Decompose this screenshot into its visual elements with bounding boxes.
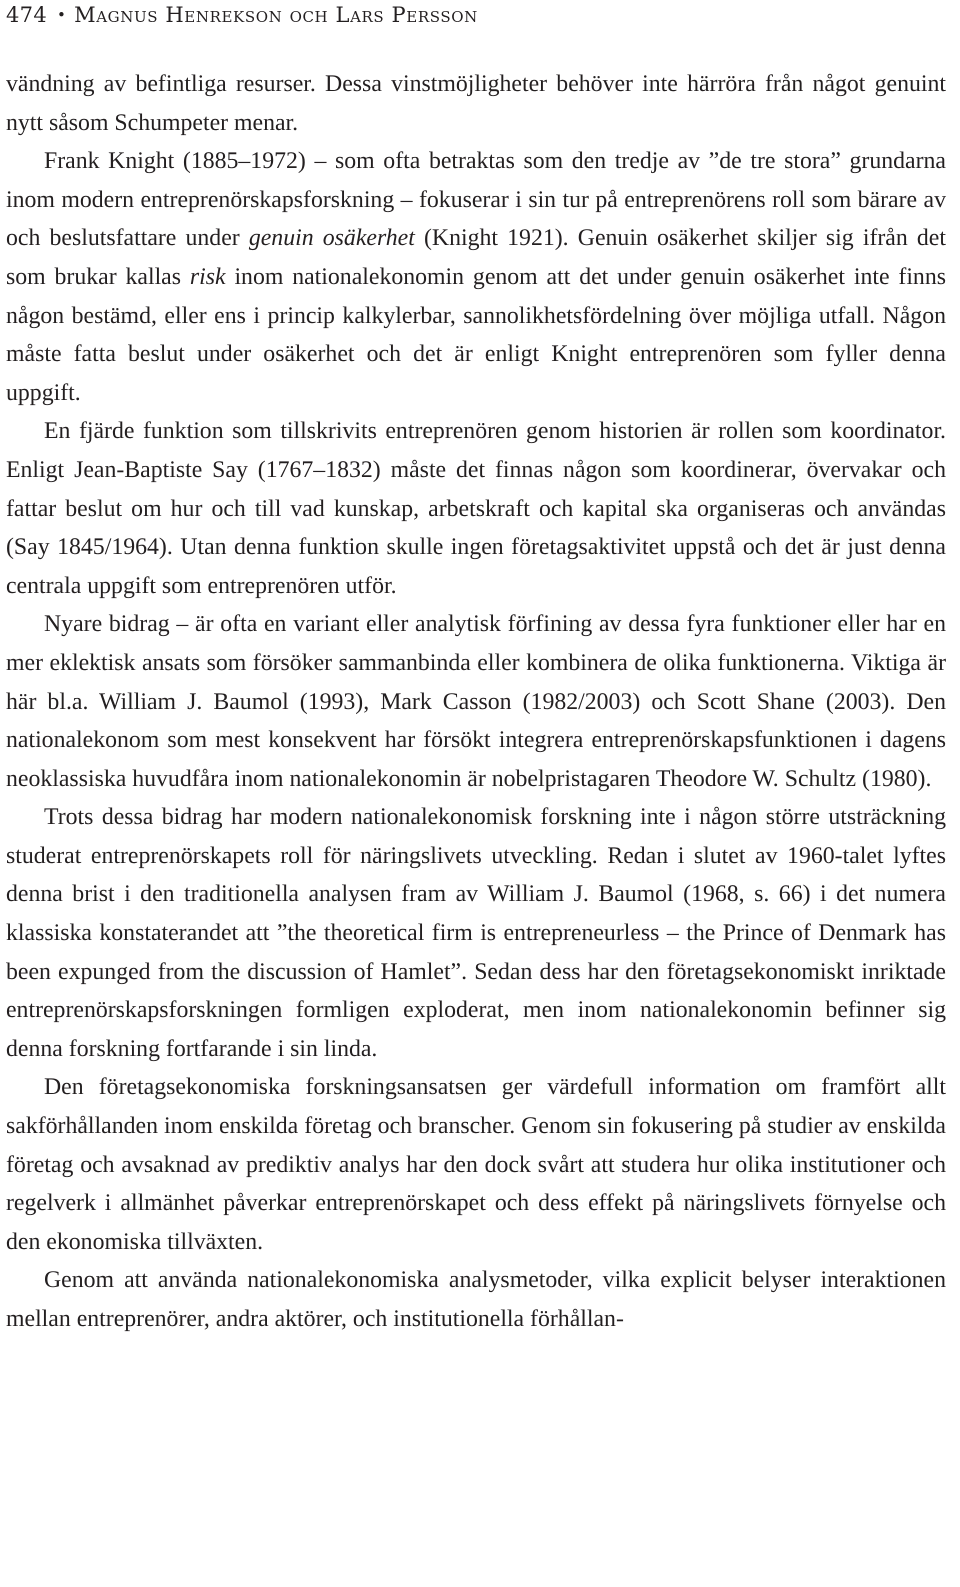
page-number: 474 <box>6 3 47 27</box>
italic-term: risk <box>189 263 226 290</box>
paragraph: Trots dessa bidrag har modern nationalekonomisk forskning inte i någon större utsträckning studerat entreprenörskapets roll för näringslivets utveckling. Redan i slutet av 1960-talet lyftes denna brist i den traditionella analysen fram av William J. Baumol (1968, s. 66) i det numera klassiska konstaterandet att ”the theoretical firm is entrepreneurless – the Prince of Denmark has been expunged from the discussion of Hamlet”. Sedan dess har den företagsekonomiskt inriktade entreprenörskapsforskningen formligen exploderat, men inom nationalekonomin befinner sig denna forskning fortfarande i sin linda. <box>6 804 946 1062</box>
paragraph <box>6 142 946 412</box>
paragraph: vändning av befintliga resurser. Dessa vinstmöjligheter behöver inte härröra från något genuint nytt såsom Schumpeter menar. <box>6 71 946 136</box>
running-head <box>6 0 946 31</box>
paragraph-text: (Knight 1921). Genuin osäkerhet skiljer sig ifrån det som brukar kallas <box>6 225 946 290</box>
running-head-authors: Magnus Henrekson och Lars Persson <box>74 3 478 27</box>
body-text <box>6 65 946 1339</box>
paragraph: Den företagsekonomiska forskningsansatsen ger värdefull information om framfört allt sakförhållanden inom enskilda företag och branscher. Genom sin fokusering på studier av enskilda företag och avsaknad av prediktiv analys har den dock svårt att studera hur olika institutioner och regelverk i allmänhet påverkar entreprenörskapet och dess effekt på näringslivets förnyelse och den ekonomiska tillväxten. <box>6 1074 946 1255</box>
header-separator: • <box>56 6 67 24</box>
paragraph-text: inom nationalekonomin genom att det under genuin osäkerhet inte finns någon bestämd, eller ens i princip kalkylerbar, sannolikhetsfördelning över möjliga utfall. Någon måste fatta beslut under osäkerhet och det är enligt Knight entreprenören som fyller denna uppgift. <box>6 263 946 406</box>
book-page <box>6 0 946 1587</box>
italic-term: genuin osäkerhet <box>248 225 415 252</box>
paragraph: En fjärde funktion som tillskrivits entreprenören genom historien är rollen som koordinator. Enligt Jean-Baptiste Say (1767–1832) måste det finnas någon som koordinerar, övervakar och fattar beslut om hur och till vad kunskap, arbetskraft och kapital ska organiseras och användas (Say 1845/1964). Utan denna funktion skulle ingen företagsaktivitet uppstå och det är just denna centrala uppgift som entreprenören utför. <box>6 418 946 599</box>
paragraph: Nyare bidrag – är ofta en variant eller analytisk förfining av dessa fyra funktioner eller har en mer eklektisk ansats som försöker sammanbinda eller kombinera de olika funktionerna. Viktiga är här bl.a. William J. Baumol (1993), Mark Casson (1982/2003) och Scott Shane (2003). Den nationalekonom som mest konsekvent har försökt integrera entreprenörskapsfunktionen i dagens neoklassiska huvudfåra inom nationalekonomin är nobelpristagaren Theodore W. Schultz (1980). <box>6 611 946 792</box>
paragraph-text: Frank Knight (1885–1972) – som ofta betraktas som den tredje av ”de tre stora” grundarna inom modern entreprenörskapsforskning – fokuserar i sin tur på entreprenörens roll som bärare av och beslutsfattare under <box>6 148 946 252</box>
paragraph: Genom att använda nationalekonomiska analysmetoder, vilka explicit belyser interaktionen mellan entreprenörer, andra aktörer, och institutionella förhållan- <box>6 1267 946 1332</box>
